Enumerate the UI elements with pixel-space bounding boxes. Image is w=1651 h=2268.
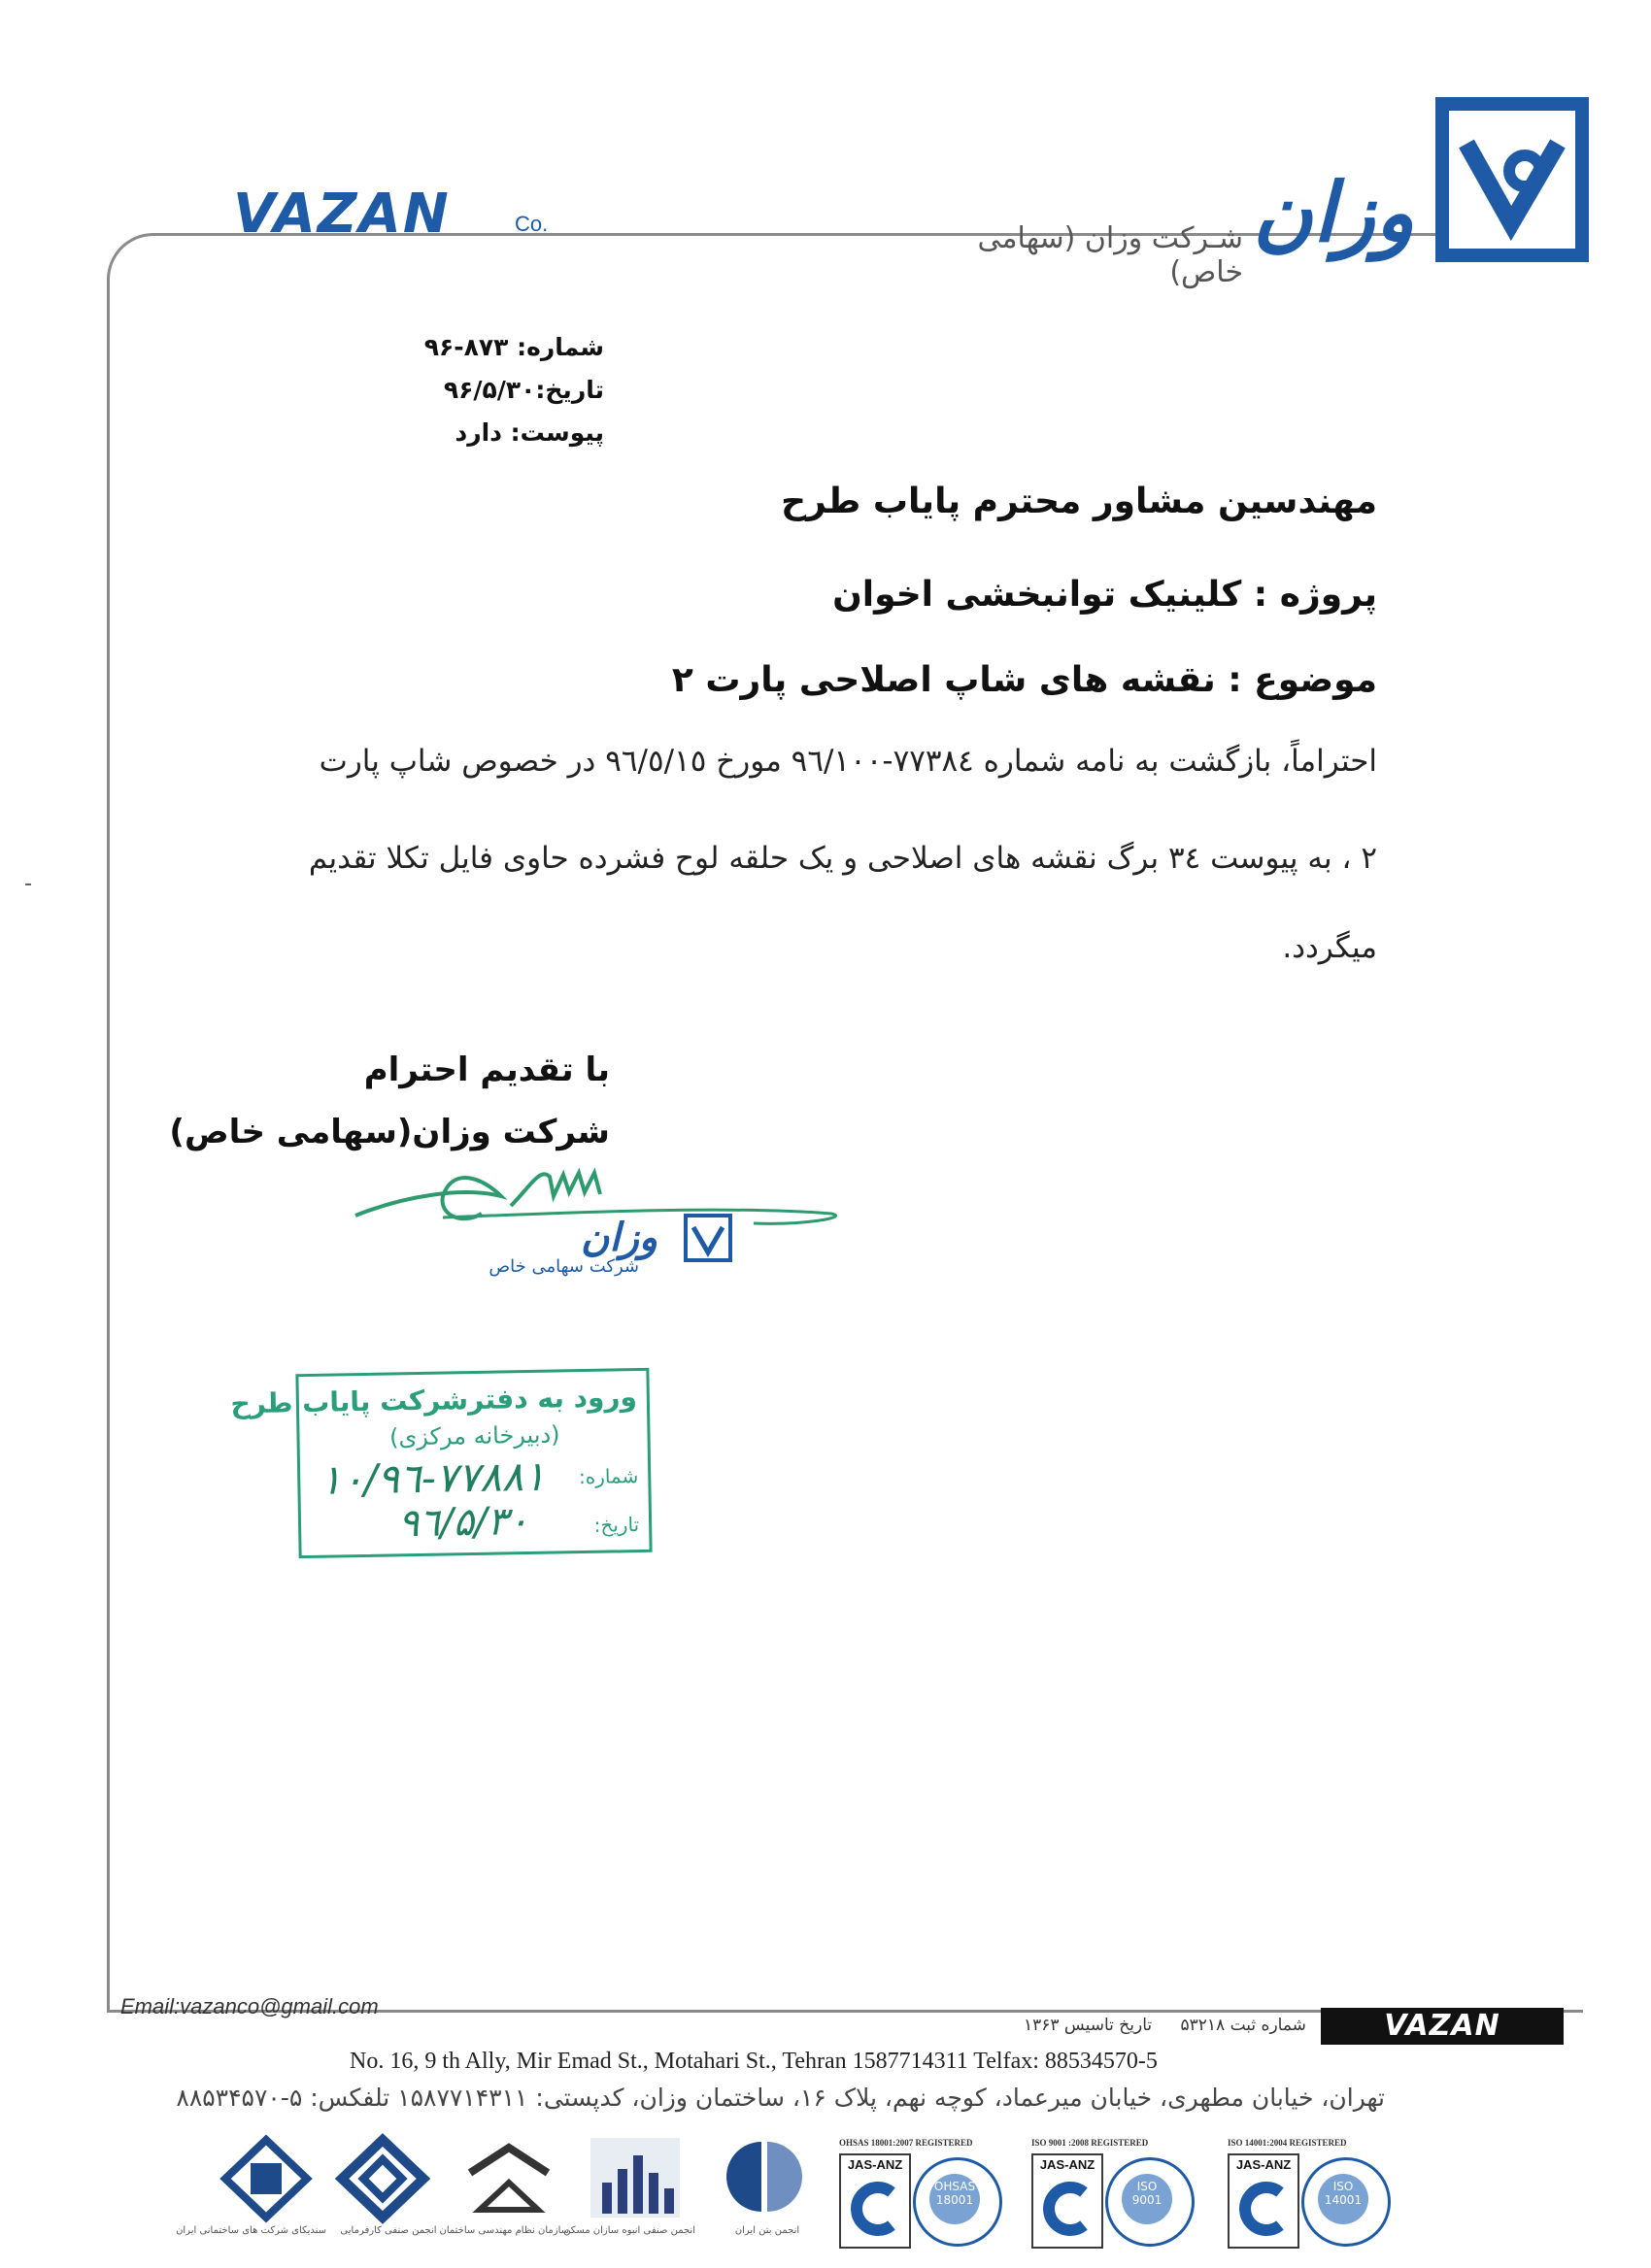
cert-seal bbox=[913, 2157, 1002, 2247]
brand-english: VAZAN bbox=[233, 183, 451, 246]
cert-seal-label: OHSAS 18001 bbox=[929, 2174, 980, 2224]
badge-caption: انجمن صنفی انبوه سازان مسکن bbox=[563, 2225, 695, 2236]
svg-text:وزان: وزان bbox=[581, 1216, 658, 1260]
jas-anz-c-icon bbox=[1230, 2175, 1297, 2243]
receipt-subtitle: (دبیرخانه مرکزی) bbox=[388, 1420, 560, 1451]
mass-builders-logo-icon bbox=[587, 2134, 684, 2221]
association-logo-icon bbox=[334, 2134, 431, 2221]
letter-attachment: پیوست: دارد bbox=[455, 418, 604, 447]
badge-concrete-institute bbox=[713, 2134, 822, 2235]
jas-anz-label: JAS-ANZ bbox=[1235, 2157, 1292, 2172]
body-line-1: احتراماً، بازگشت به نامه شماره ۷۷۳۸٤-۹٦/۱۰۰ مورخ ۹٦/٥/۱٥ در خصوص شاپ پارت bbox=[319, 744, 1377, 779]
receipt-number-value: ۱۰/۹٦-۷۷۸۸۱ bbox=[319, 1451, 547, 1504]
footer-brand: VAZAN bbox=[1321, 2008, 1564, 2045]
membership-badges bbox=[176, 2134, 1412, 2251]
concrete-institute-logo-icon bbox=[713, 2134, 810, 2221]
receipt-title: ورود به دفترشرکت پایاب طرح bbox=[230, 1381, 638, 1420]
cert-heading: ISO 14001:2004 REGISTERED bbox=[1228, 2138, 1347, 2148]
badge-employer-association bbox=[334, 2134, 443, 2235]
company-logo bbox=[1435, 97, 1589, 262]
badge-construction-syndicate bbox=[176, 2134, 326, 2236]
receipt-stamp bbox=[230, 1368, 652, 1558]
receipt-number-label: شماره: bbox=[578, 1464, 639, 1489]
cert-heading: ISO 9001 :2008 REGISTERED bbox=[1031, 2138, 1149, 2148]
cert-seal-label: ISO 9001 bbox=[1122, 2174, 1172, 2224]
jas-anz-mark bbox=[839, 2153, 911, 2249]
badge-caption: سازمان نظام مهندسی ساختمان bbox=[439, 2225, 569, 2236]
jas-anz-mark bbox=[1031, 2153, 1103, 2249]
letter-meta bbox=[424, 326, 604, 454]
address-persian: تهران، خیابان مطهری، خیابان میرعماد، کوچه نهم، پلاک ۱۶، ساختمان وزان، کدپستی: ۱۵۸۷۷۱۴۳۱۱ تلفکس: ۵-۸۸۵۳۴۵۷۰ bbox=[176, 2084, 1385, 2112]
jas-anz-label: JAS-ANZ bbox=[1039, 2157, 1095, 2172]
letter-number: شماره: ۸۷۳-۹۶ bbox=[423, 333, 604, 361]
jas-anz-c-icon bbox=[841, 2175, 909, 2243]
recipient: مهندسین مشاور محترم پایاب طرح bbox=[781, 482, 1377, 521]
body-line-2: ۲ ، به پیوست ۳٤ برگ نقشه های اصلاحی و یک حلقه لوح فشرده حاوی فایل تکلا تقدیم bbox=[308, 841, 1377, 876]
badge-caption: انجمن صنفی کارفرمایی bbox=[340, 2225, 437, 2236]
address-english: No. 16, 9 th Ally, Mir Emad St., Motahari St., Tehran 1587714311 Telfax: 88534570-5 bbox=[350, 2049, 1158, 2074]
stamp-logo-icon bbox=[464, 1214, 756, 1262]
brand-persian: وزان bbox=[1253, 165, 1415, 260]
signatory-name: شرکت وزان(سهامی خاص) bbox=[169, 1113, 610, 1151]
jas-anz-c-icon bbox=[1033, 2175, 1101, 2243]
letter-date: تاریخ:۹۶/۵/۳۰ bbox=[443, 376, 604, 404]
cert-seal bbox=[1301, 2157, 1391, 2247]
badge-caption: انجمن بتن ایران bbox=[734, 2225, 800, 2236]
jas-anz-mark bbox=[1228, 2153, 1299, 2249]
jas-anz-label: JAS-ANZ bbox=[847, 2157, 903, 2172]
cert-heading: OHSAS 18001:2007 REGISTERED bbox=[839, 2138, 973, 2148]
body-line-3: میگردد. bbox=[1282, 930, 1377, 965]
brand-english-suffix: Co. bbox=[515, 212, 549, 236]
cert-seal-label: ISO 14001 bbox=[1318, 2174, 1368, 2224]
receipt-date-label: تاریخ: bbox=[593, 1513, 640, 1537]
footer-email: Email:vazanco@gmail.com bbox=[120, 1994, 379, 2018]
subject-line: موضوع : نقشه های شاپ اصلاحی پارت ۲ bbox=[671, 660, 1377, 700]
cert-iso14001 bbox=[1228, 2138, 1402, 2251]
project-line: پروژه : کلینیک توانبخشی اخوان bbox=[832, 575, 1377, 615]
logo-mark-icon bbox=[1449, 111, 1575, 249]
cert-seal bbox=[1105, 2157, 1195, 2247]
closing-phrase: با تقدیم احترام bbox=[363, 1051, 610, 1089]
badge-caption: سندیکای شرکت های ساختمانی ایران bbox=[176, 2225, 326, 2236]
receipt-date-value: ۹٦/۵/۳۰ bbox=[397, 1499, 529, 1547]
company-stamp bbox=[464, 1214, 756, 1291]
company-full-name: شـرکت وزان (سهامی خاص) bbox=[977, 221, 1243, 289]
margin-mark bbox=[25, 884, 31, 885]
registration-number: شماره ثبت ۵۳۲۱۸ bbox=[1180, 2016, 1306, 2035]
registration-info bbox=[1000, 2016, 1306, 2035]
stamp-label: شرکت سهامی خاص bbox=[489, 1256, 639, 1277]
engineering-logo-icon bbox=[460, 2134, 557, 2221]
badge-engineering-org bbox=[439, 2134, 569, 2236]
badge-mass-builders bbox=[563, 2134, 695, 2236]
founded-date: تاریخ تاسیس ۱۳۶۳ bbox=[1024, 2016, 1153, 2035]
cert-ohsas bbox=[839, 2138, 1014, 2251]
cert-iso9001 bbox=[1031, 2138, 1206, 2251]
syndicate-logo-icon bbox=[218, 2134, 315, 2221]
